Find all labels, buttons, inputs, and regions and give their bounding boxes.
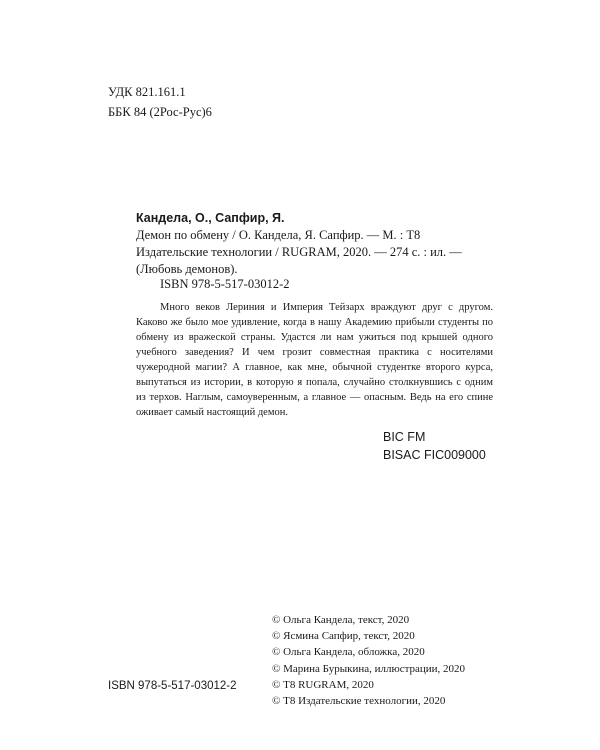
copyright-line: © Ольга Кандела, текст, 2020 xyxy=(272,614,410,626)
isbn-main: ISBN 978-5-517-03012-2 xyxy=(160,277,290,291)
catalog-description: Демон по обмену / О. Кандела, Я. Сапфир. — М. : Т8 Издательские технологии / RUGRAM, 2020. — 274 с. : ил. — (Любовь демонов). xyxy=(136,228,462,276)
copyright-line: © Т8 Издательские технологии, 2020 xyxy=(272,695,446,708)
copyright-line: © Т8 RUGRAM, 2020 xyxy=(272,678,374,691)
bisac-code: BISAC FIC009000 xyxy=(383,448,486,462)
annotation-text: Много веков Лериния и Империя Тейзарх враждуют друг с другом. Каково же было мое удивление, когда в нашу Академию прибыли студенты по обмену из вражеской страны. Удастся ли нам ужиться под крышей одного учебного заведения? И чем грозит совместная практика с носителями чужеродной магии? А главное, как мне, обычной студентке второго курса, выпутаться из истории, в которую я попала, случайно столкнувшись с одним из терхов. Наглым, самоуверенным, а главное — опасным. Ведь на его спине оживает самый настоящий демон. xyxy=(136,302,493,418)
copyright-line: © Марина Бурыкина, иллюстрации, 2020 xyxy=(272,662,466,675)
author-names: Кандела, О., Сапфир, Я. xyxy=(136,211,285,225)
udk-code: УДК 821.161.1 xyxy=(108,85,186,99)
copyright-line: © Ясмина Сапфир, текст, 2020 xyxy=(272,630,415,643)
classification-block xyxy=(108,82,212,122)
copyright-line: © Ольга Кандела, обложка, 2020 xyxy=(272,646,425,659)
bic-code: BIC FM xyxy=(383,430,426,444)
subject-codes xyxy=(383,428,486,464)
copyright-block xyxy=(272,612,465,709)
catalog-record xyxy=(136,210,491,278)
annotation xyxy=(136,300,493,420)
bbk-code: ББК 84 (2Рос-Рус)6 xyxy=(108,105,212,119)
isbn-bottom: ISBN 978-5-517-03012-2 xyxy=(108,680,237,692)
